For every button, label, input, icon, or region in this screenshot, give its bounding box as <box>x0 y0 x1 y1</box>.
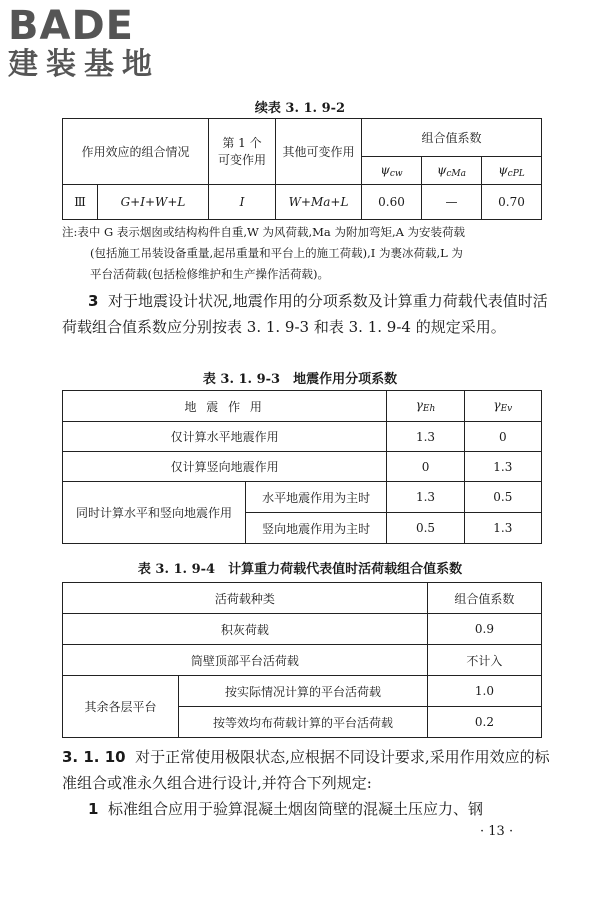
paragraph-3 <box>62 288 557 340</box>
row-gamma-eh: 1.3 <box>387 482 464 513</box>
clause-3-1-10 <box>62 744 557 796</box>
table-row <box>63 185 542 220</box>
header-combination: 作用效应的组合情况 <box>63 119 209 185</box>
table-continued-3-1-9-2 <box>62 118 542 220</box>
row-gamma-eh: 0 <box>387 452 464 482</box>
clause-text: 对于正常使用极限状态,应根据不同设计要求,采用作用效应的标准组合或准永久组合进行设计,并符合下列规定: <box>62 748 550 792</box>
page-number: · 13 · <box>480 824 514 839</box>
row-label: 仅计算竖向地震作用 <box>63 452 387 482</box>
row-gamma-ev: 1.3 <box>464 452 541 482</box>
table2-caption: 表 3. 1. 9-3 地震作用分项系数 <box>202 372 398 387</box>
row-other-variable: W+Ma+L <box>276 185 362 220</box>
row-gamma-eh: 1.3 <box>387 422 464 452</box>
group-label: 其余各层平台 <box>63 676 179 738</box>
table-3-1-9-3 <box>62 390 542 544</box>
header-combination-coefficient: 组合值系数 <box>427 583 541 614</box>
header-psi-cpl: $\psi_{cPL}$ <box>482 157 542 185</box>
row-value: 不计入 <box>427 645 541 676</box>
header-combination-coefficient: 组合值系数 <box>362 119 542 157</box>
group-label: 同时计算水平和竖向地震作用 <box>63 482 246 544</box>
table-note <box>62 222 552 285</box>
item-text: 标准组合应用于验算混凝土烟囱筒壁的混凝土压应力、钢 <box>107 800 483 818</box>
publisher-logo <box>8 4 178 86</box>
logo-wordmark: BADE <box>8 3 134 49</box>
table1-caption: 续表 3. 1. 9-2 <box>254 101 346 116</box>
row-sub-label: 按实际情况计算的平台活荷载 <box>179 676 428 707</box>
header-psi-cw: $\psi_{cw}$ <box>362 157 422 185</box>
header-seismic-action: 地 震 作 用 <box>63 391 387 422</box>
row-gamma-eh: 0.5 <box>387 513 464 544</box>
paragraph-number: 3 <box>88 292 99 310</box>
paragraph-text: 对于地震设计状况,地震作用的分项系数及计算重力荷载代表值时活荷载组合值系数应分别按表 3. 1. 9-3 和表 3. 1. 9-4 的规定采用。 <box>62 292 548 336</box>
row-number: Ⅲ <box>63 185 98 220</box>
header-other-variable: 其他可变作用 <box>276 119 362 185</box>
row-formula: G+I+W+L <box>98 185 209 220</box>
header-gamma-ev: $\gamma_{Ev}$ <box>464 391 541 422</box>
row-psi-cpl: 0.70 <box>482 185 542 220</box>
row-psi-cw: 0.60 <box>362 185 422 220</box>
header-gamma-eh: $\gamma_{Eh}$ <box>387 391 464 422</box>
note-line: (包括施工吊装设备重量,起吊重量和平台上的施工荷载),I 为裹冰荷载,L 为 <box>90 246 463 260</box>
clause-number: 3. 1. 10 <box>62 748 126 766</box>
table-row <box>63 452 542 482</box>
item-1 <box>62 796 557 822</box>
header-first-variable: 第 1 个 可变作用 <box>209 119 276 185</box>
row-gamma-ev: 1.3 <box>464 513 541 544</box>
row-value: 1.0 <box>427 676 541 707</box>
row-value: 0.2 <box>427 707 541 738</box>
row-gamma-ev: 0.5 <box>464 482 541 513</box>
item-number: 1 <box>88 800 99 818</box>
row-sub-label: 竖向地震作用为主时 <box>245 513 386 544</box>
table3-caption: 表 3. 1. 9-4 计算重力荷载代表值时活荷载组合值系数 <box>137 562 463 577</box>
header-live-load-type: 活荷载种类 <box>63 583 428 614</box>
table-row <box>63 645 542 676</box>
row-first-variable: I <box>209 185 276 220</box>
row-psi-cma: — <box>422 185 482 220</box>
table-3-1-9-4 <box>62 582 542 738</box>
logo-subtitle: 建装基地 <box>8 47 160 82</box>
table-row <box>63 422 542 452</box>
row-label: 仅计算水平地震作用 <box>63 422 387 452</box>
note-line: 平台活荷载(包括检修维护和生产操作活荷载)。 <box>90 267 329 281</box>
table-row <box>63 482 542 513</box>
row-sub-label: 按等效均布荷载计算的平台活荷载 <box>179 707 428 738</box>
table-row <box>63 676 542 707</box>
row-label: 积灰荷载 <box>63 614 428 645</box>
row-label: 筒壁顶部平台活荷载 <box>63 645 428 676</box>
row-value: 0.9 <box>427 614 541 645</box>
row-sub-label: 水平地震作用为主时 <box>245 482 386 513</box>
row-gamma-ev: 0 <box>464 422 541 452</box>
note-line: 注:表中 G 表示烟囱或结构构件自重,W 为风荷载,Ma 为附加弯矩,A 为安装荷载 <box>62 225 466 239</box>
header-psi-cma: $\psi_{cMa}$ <box>422 157 482 185</box>
table-row <box>63 614 542 645</box>
